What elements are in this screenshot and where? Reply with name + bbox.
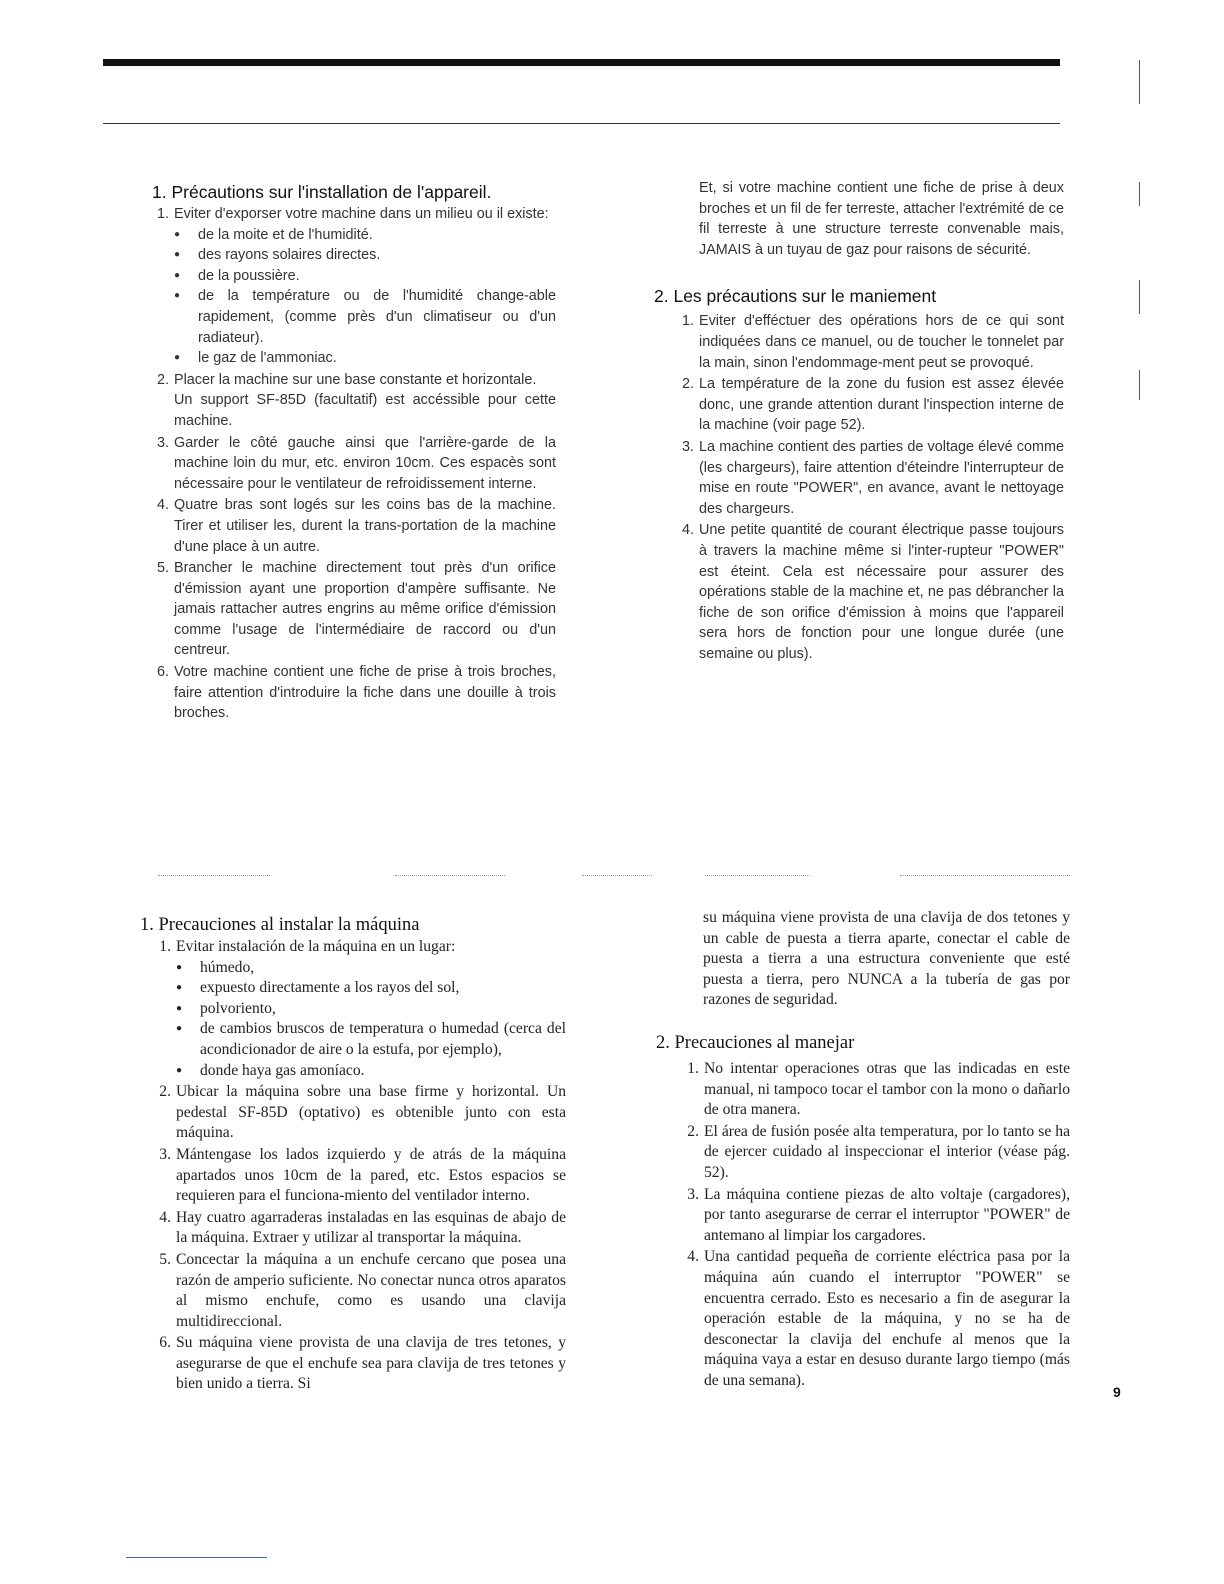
french-left-column [152, 180, 556, 725]
bullet-item: ● expuesto directamente a los rayos del sol, [176, 978, 566, 999]
bullet-icon: ● [174, 228, 181, 240]
language-divider [582, 875, 652, 877]
bullet-icon: ● [176, 1023, 183, 1035]
list-item: 1. Eviter d'exporser votre machine dans un milieu ou il existe: ● de la moite et de l'humidité. ● des rayons solaires directes. ● de la poussière. ● de la température ou de l'humidité change-able rapidement, (comme près d'un climatiseur ou d'un radiateur). ● le gaz de l'ammoniac. [152, 204, 556, 369]
footer-rule [126, 1557, 267, 1558]
list-item: 5. Brancher le machine directement tout près d'un orifice d'émission ayant une proportion d'ampère suffisante. Ne jamais rattacher autres engrins au même orifice d'émission comme l'usage de l'intermédiaire de raccord ou d'un centreur. [156, 560, 556, 659]
spanish-section1-title: 1. Precauciones al instalar la máquina [140, 915, 420, 935]
spanish-section1-list [140, 937, 566, 1395]
list-item: 6. Su máquina viene provista de una clavija de tres tetones, y asegurarse de que el enchufe sea para clavija de tres tetones y bien unido a tierra. Si [159, 1334, 566, 1393]
spanish-bullet-list [176, 958, 566, 1082]
list-item: 1. Eviter d'efféctuer des opérations hors de ce qui sont indiquées dans ce manuel, ou de toucher le tonnelet par la main, sinon l'endommage-ment peut se provoqué. [681, 313, 1064, 371]
french-section1-list [152, 204, 556, 724]
bullet-icon: ● [174, 352, 181, 364]
list-item: 2. Placer la machine sur une base constante et horizontale. Un support SF-85D (facultatif) est accéssible pour cette machine. [156, 371, 556, 429]
bullet-item: ● de la poussière. [174, 266, 556, 287]
spanish-section2-list [656, 1059, 1070, 1392]
bullet-item: ● le gaz de l'ammoniac. [174, 348, 556, 369]
list-item: 4. Une petite quantité de courant électrique passe toujours à travers la machine même si l'inter-rupteur "POWER" est éteint. Cela est nécessaire pour assurer des opérations stable de la machine et, ne pas débrancher la fiche de son orifice d'émission à moins que l'appareil sera hors de fonction pour une longue durée (une semaine ou plus). [681, 522, 1064, 662]
language-divider [395, 875, 505, 877]
french-bullet-list [174, 225, 556, 369]
bullet-item: ● polvoriento, [176, 999, 566, 1020]
bullet-item: ● de la moite et de l'humidité. [174, 225, 556, 246]
list-item: 1. Evitar instalación de la máquina en un lugar: ● húmedo, ● expuesto directamente a los rayos del sol, ● polvoriento, ● de cambios bruscos de temperatura o humedad (cerca del acondicionador de aire o la estufa, por ejemplo), ● donde haya gas amoníaco. [148, 937, 566, 1081]
list-item: 3. La máquina contiene piezas de alto voltaje (cargadores), por tanto asegurarse de cerrar el interruptor "POWER" de antemano al limpiar los cargadores. [687, 1185, 1070, 1244]
french-continuation: Et, si votre machine contient une fiche de prise à deux broches et un fil de fer terreste, attacher l'extrémité de ce fil terreste à une structure terreste convenable mais, JAMAIS à un tuyau de gaz pour raisons de sécurité. [699, 180, 1064, 258]
language-divider [705, 875, 810, 877]
list-item: 5. Concectar la máquina a un enchufe cercano que posea una razón de amperio suficiente. No conectar nunca otros aparatos al mismo enchufe, como es usando una clavija multidireccional. [159, 1250, 566, 1330]
list-item: 4. Hay cuatro agarraderas instaladas en las esquinas de abajo de la máquina. Extraer y utilizar al transportar la máquina. [159, 1208, 566, 1247]
language-divider [158, 875, 270, 877]
header-rule-thick [103, 59, 1060, 66]
bullet-icon: ● [176, 1064, 183, 1076]
bullet-item: ● des rayons solaires directes. [174, 245, 556, 266]
list-item: 2. Ubicar la máquina sobre una base firme y horizontal. Un pedestal SF-85D (optativo) es obtenible junto con esta máquina. [159, 1083, 566, 1142]
list-item: 4. Una cantidad pequeña de corriente eléctrica pasa por la máquina aún cuando el interruptor "POWER" se encuentra cerrado. Esto es necesario a fin de asegurar la operación estable de la máquina, y no se ha de desconectar la clavija del enchufe al menos que la máquina vaya a estar en desuso durante largo tiempo (más de una semana). [687, 1248, 1070, 1389]
bullet-item: ● de la température ou de l'humidité change-able rapidement, (comme près d'un climatiseur ou d'un radiateur). [174, 286, 556, 348]
bullet-icon: ● [176, 982, 183, 994]
bullet-icon: ● [174, 269, 181, 281]
bullet-icon: ● [174, 249, 181, 261]
bullet-item: ● de cambios bruscos de temperatura o humedad (cerca del acondicionador de aire o la estufa, por ejemplo), [176, 1019, 566, 1060]
bullet-item: ● húmedo, [176, 958, 566, 979]
french-section1-title: 1. Précautions sur l'installation de l'appareil. [152, 182, 492, 202]
spanish-right-column [656, 908, 1070, 1392]
french-section2-list [654, 311, 1064, 664]
list-item: 4. Quatre bras sont logés sur les coins bas de la machine. Tirer et utiliser les, durent la trans-portation de la machine d'une place à un autre. [156, 497, 556, 555]
list-item: 2. El área de fusión posée alta temperatura, por lo tanto se ha de ejercer cuidado al inspeccionar el interior (véase pág. 52). [687, 1122, 1070, 1181]
spanish-left-column [140, 913, 566, 1396]
language-divider [900, 875, 1070, 877]
spanish-section2-title: 2. Precauciones al manejar [656, 1032, 855, 1053]
list-item: 6. Votre machine contient une fiche de prise à trois broches, faire attention d'introduire la fiche dans une douille à trois broches. [156, 664, 556, 722]
bullet-item: ● donde haya gas amoníaco. [176, 1061, 566, 1082]
list-item: 2. La température de la zone du fusion est assez élevée donc, une grande attention durant l'inspection interne de la machine (voir page 52). [681, 376, 1064, 434]
margin-mark [1139, 280, 1140, 314]
bullet-icon: ● [174, 290, 181, 302]
spanish-continuation: su máquina viene provista de una clavija de dos tetones y un cable de puesta a tierra aparte, conectar el cable de puesta a tierra a una estructura conveniente que esté puesta a tierra, pero NUNCA a la tubería de gas por razones de seguridad. [703, 909, 1070, 1009]
french-right-column [654, 178, 1064, 665]
list-item: 3. Mántengase los lados izquierdo y de atrás de la máquina apartados unos 10cm de la pared, etc. Estos espacios se requieren para el funciona-miento del ventilador interno. [159, 1145, 566, 1205]
margin-mark [1139, 60, 1140, 104]
bullet-icon: ● [176, 961, 183, 973]
list-item: 3. La machine contient des parties de voltage élevé comme (les chargeurs), faire attention d'éteindre l'interrupteur de mise en route "POWER", en avance, avant le nettoyage des chargeurs. [681, 438, 1064, 517]
french-section2-title: 2. Les précautions sur le maniement [654, 286, 937, 307]
page-number: 9 [1113, 1384, 1121, 1400]
list-item: 1. No intentar operaciones otras que las indicadas en este manual, ni tampoco tocar el tambor con la mono o dañarlo de otra manera. [687, 1059, 1070, 1119]
margin-mark [1139, 370, 1140, 400]
bullet-icon: ● [176, 1002, 183, 1014]
list-item: 3. Garder le côté gauche ainsi que l'arrière-garde de la machine loin du mur, etc. environ 10cm. Ces espacès sont nécessaire pour le ventilateur de refroidissement interne. [156, 434, 556, 492]
header-rule-thin [103, 123, 1060, 124]
margin-mark [1139, 182, 1140, 206]
